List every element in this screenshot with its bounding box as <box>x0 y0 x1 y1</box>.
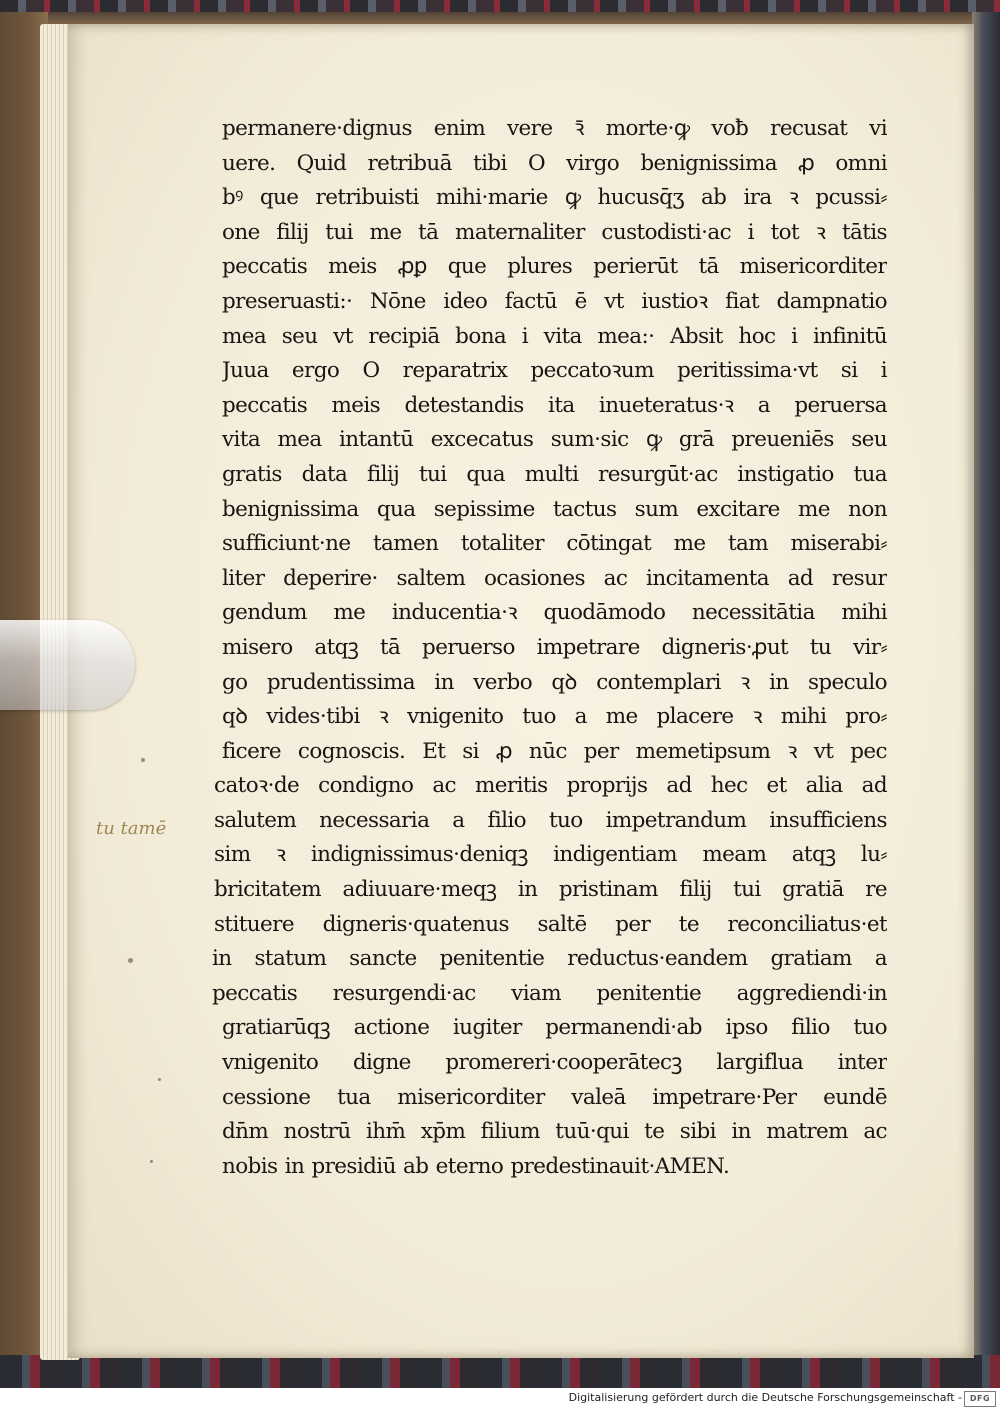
text-line: mea seu vt recipiā bona i vita mea:· Absit hoc i infinitū <box>222 323 887 349</box>
text-line: vnigenito digne promereri·cooperātecꝫ largiflua inter <box>222 1050 887 1076</box>
text-line: gratiarūqꝫ actione iugiter permanendi·ab ipso filio tuo <box>222 1015 887 1041</box>
text-line: Juua ergo O reparatrix peccatoꝛum peritissima·vt si i <box>222 358 887 384</box>
text-line: gendum me inducentia·ꝛ quodāmodo necessitātia mihi <box>222 600 887 626</box>
text-line: misero atqꝫ tā peruerso impetrare digneris·ꝓut tu vir⸗ <box>222 634 887 660</box>
text-column <box>212 112 887 1184</box>
text-line: peccatis meis ꝓꝑ que plures perierūt tā misericorditer <box>222 254 887 280</box>
text-line: dn̄m nostrū ihm̄ xp̄m filium tuū·qui te sibi in matrem ac <box>222 1119 887 1145</box>
text-line: catoꝛ·de condigno ac meritis proprijs ad hec et alia ad <box>214 773 887 799</box>
page-holder-clip <box>0 620 135 710</box>
text-line: nobis in presidiū ab eterno predestinauit·AMEN. <box>222 1153 730 1179</box>
funding-credit: Digitalisierung gefördert durch die Deutsche Forschungsgemeinschaft - <box>568 1391 962 1404</box>
text-line: stituere digneris·quatenus saltē per te reconciliatus·et <box>214 911 887 937</box>
book-cover-bottom <box>0 1355 1000 1388</box>
book-cover-top <box>0 0 1000 12</box>
text-line: go prudentissima in verbo qꝺ contemplari ꝛ in speculo <box>222 669 887 695</box>
text-line: qꝺ vides·tibi ꝛ vnigenito tuo a me placere ꝛ mihi pro⸗ <box>222 704 887 730</box>
text-line: ficere cognoscis. Et si ꝓ nūc per memetipsum ꝛ vt pec <box>222 738 887 764</box>
book-edge-right <box>972 12 1000 1388</box>
text-line: liter deperire· saltem ocasiones ac incitamenta ad resur <box>222 565 887 591</box>
text-line: vita mea intantū excecatus sum·sic ꝙ grā preueniēs seu <box>222 427 887 453</box>
ink-spot <box>150 1160 153 1163</box>
text-line: permanere·dignus enim vere ꝛ̄ morte·ꝙ voƀ recusat vi <box>222 116 887 141</box>
text-line: in statum sancte penitentie reductus·eandem gratiam a <box>212 946 887 972</box>
text-line: bꝰ que retribuisti mihi·marie ꝙ hucusq̄ʒ ab ira ꝛ pcussi⸗ <box>222 185 887 211</box>
text-line: bricitatem adiuuare·meqꝫ in pristinam filij tui gratiā re <box>214 877 887 903</box>
text-line: one filij tui me tā maternaliter custodisti·ac i tot ꝛ tātis <box>222 219 887 245</box>
text-line: sim ꝛ indignissimus·deniqꝫ indigentiam meam atqꝫ lu⸗ <box>214 842 887 868</box>
text-line: gratis data filij tui qua multi resurgūt·ac instigatio tua <box>222 461 887 487</box>
dfg-logo: DFG <box>964 1391 996 1407</box>
text-line: uere. Quid retribuā tibi O virgo benignissima ꝓ omni <box>222 150 887 176</box>
text-line: peccatis meis detestandis ita inueteratus·ꝛ a peruersa <box>222 392 887 418</box>
text-line: peccatis resurgendi·ac viam penitentie aggrediendi·in <box>212 980 887 1006</box>
text-line: preseruasti:· Nōne ideo factū ē vt iustioꝛ fiat dampnatio <box>222 288 887 314</box>
text-line: benignissima qua sepissime tactus sum excitare me non <box>222 496 887 522</box>
text-line: salutem necessaria a filio tuo impetrandum insufficiens <box>214 807 887 833</box>
footer-bar <box>0 1388 1000 1409</box>
marginal-note: tu tamē <box>96 818 167 839</box>
ink-spot <box>141 758 145 762</box>
ink-spot <box>158 1078 161 1081</box>
ink-spot <box>128 958 133 963</box>
text-line: sufficiunt·ne tamen totaliter cōtingat me tam miserabi⸗ <box>222 531 887 557</box>
text-line: cessione tua misericorditer valeā impetrare·Per eundē <box>222 1084 887 1110</box>
